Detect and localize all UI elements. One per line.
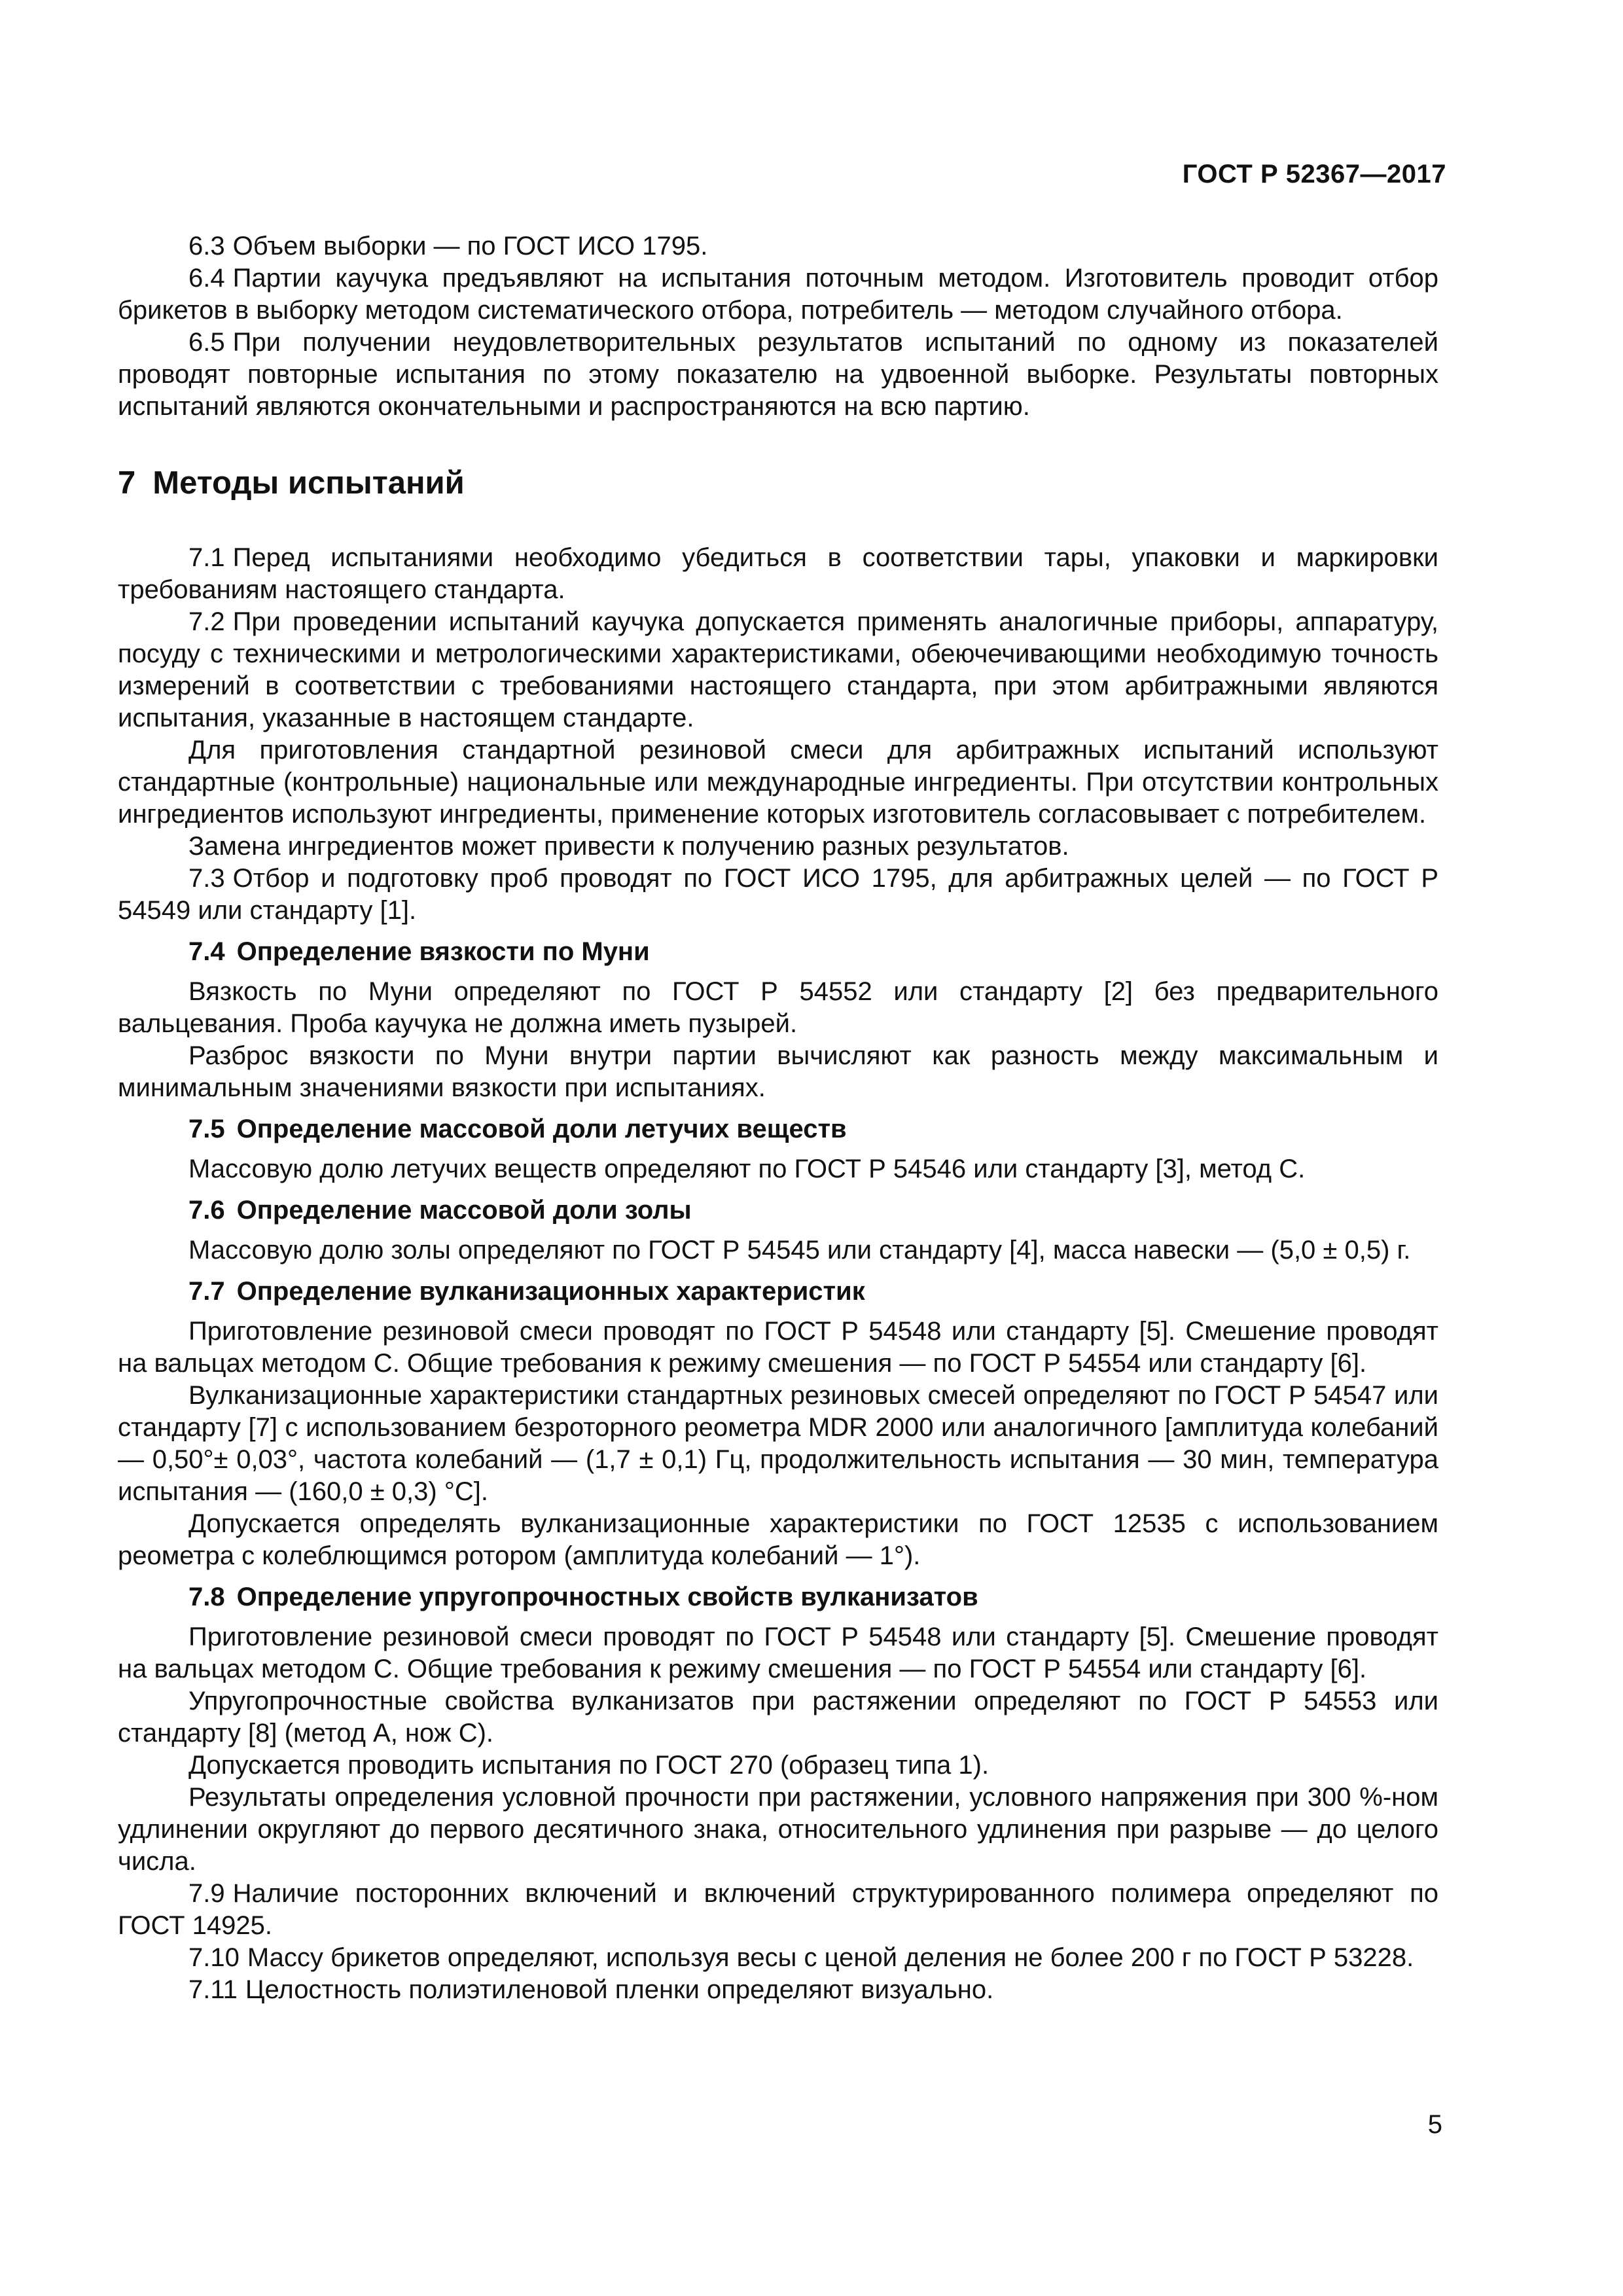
- paragraph-text: Перед испытаниями необходимо убедиться в соответствии тары, упаковки и маркировки требованиям настоящего стандарта.: [118, 543, 1438, 604]
- paragraph-number: 6.5: [188, 328, 225, 357]
- subsection-title: Определение вязкости по Муни: [236, 937, 650, 966]
- subsection-title: Определение упругопрочностных свойств вулканизатов: [236, 1583, 978, 1611]
- subsection-title: Определение массовой доли летучих веществ: [236, 1115, 847, 1143]
- paragraph-7-3: [118, 863, 1438, 927]
- paragraph-7-7-b: Вулканизационные характеристики стандартных резиновых смесей определяют по ГОСТ Р 54547 или стандарту [7] с использованием безроторного реометра MDR 2000 или аналогичного [амплитуда колебаний — 0,50°± 0,03°, частота колебаний — (1,7 ± 0,1) Гц, продолжительность испытания — 30 мин, температура испытания — (160,0 ± 0,3) °С].: [118, 1381, 1438, 1506]
- paragraph-number: 7.2: [188, 607, 225, 636]
- paragraph-6-5: [118, 327, 1438, 423]
- subsection-title: Определение массовой доли золы: [236, 1196, 692, 1225]
- paragraph-7-8-a: Приготовление резиновой смеси проводят по ГОСТ Р 54548 или стандарту [5]. Смешение проводят на вальцах методом С. Общие требования к режиму смешения — по ГОСТ Р 54554 или стандарту [6].: [118, 1623, 1438, 1683]
- page-number: 5: [1427, 2110, 1442, 2139]
- paragraph-7-10: [118, 1942, 1438, 1974]
- section-title: Методы испытаний: [152, 465, 465, 501]
- paragraph-number: 7.10: [188, 1943, 240, 1972]
- paragraph-text: Партии каучука предъявляют на испытания поточным методом. Изготовитель проводит отбор брикетов в выборку методом систематического отбора, потребитель — методом случайного отбора.: [118, 264, 1438, 325]
- paragraph-ingredients: Для приготовления стандартной резиновой смеси для арбитражных испытаний используют стандартные (контрольные) национальные или международные ингредиенты. При отсутствии контрольных ингредиентов используют ингредиенты, применение которых изготовитель согласовывает с потребителем.: [118, 736, 1438, 829]
- paragraph-7-5: Массовую долю летучих веществ определяют по ГОСТ Р 54546 или стандарту [3], метод С.: [188, 1155, 1306, 1183]
- paragraph-number: 7.11: [188, 1975, 238, 2004]
- paragraph-6-4: [118, 262, 1438, 327]
- paragraph-7-6: Массовую долю золы определяют по ГОСТ Р 54545 или стандарту [4], масса навески — (5,0 ± 0,5) г.: [188, 1236, 1411, 1265]
- paragraph-number: 7.9: [188, 1879, 225, 1908]
- paragraph-text: Объем выборки — по ГОСТ ИСО 1795.: [232, 232, 708, 260]
- paragraph-7-9: [118, 1878, 1438, 1942]
- page-body: [118, 230, 1438, 2006]
- paragraph-text: При проведении испытаний каучука допускается применять аналогичные приборы, аппаратуру, посуду с техническими и метрологическими характеристиками, обеючечивающими необходимую точность измерений в соответствии с требованиями настоящего стандарта, при этом арбитражными являются испытания, указанные в настоящем стандарте.: [118, 607, 1438, 732]
- paragraph-7-4-a: Вязкость по Муни определяют по ГОСТ Р 54552 или стандарту [2] без предварительного вальцевания. Проба каучука не должна иметь пузырей.: [118, 977, 1438, 1038]
- subsection-number: 7.6: [188, 1196, 225, 1225]
- paragraph-7-11: [118, 1974, 1438, 2006]
- paragraph-number: 7.3: [188, 864, 225, 893]
- subsection-title: Определение вулканизационных характеристик: [236, 1277, 865, 1306]
- subsection-number: 7.5: [188, 1115, 225, 1143]
- paragraph-number: 6.4: [188, 264, 225, 293]
- section-heading-7: [118, 463, 1438, 503]
- paragraph-7-7-a: Приготовление резиновой смеси проводят по ГОСТ Р 54548 или стандарту [5]. Смешение проводят на вальцах методом С. Общие требования к режиму смешения — по ГОСТ Р 54554 или стандарту [6].: [118, 1317, 1438, 1378]
- paragraph-number: 7.1: [188, 543, 225, 572]
- section-number: 7: [118, 465, 136, 501]
- document-code-header: ГОСТ Р 52367—2017: [1182, 160, 1446, 188]
- paragraph-text: Наличие посторонних включений и включений структурированного полимера определяют по ГОСТ 14925.: [118, 1879, 1438, 1940]
- subsection-heading-7-7: [188, 1276, 1438, 1308]
- subsection-number: 7.7: [188, 1277, 225, 1306]
- paragraph-7-8-b: Упругопрочностные свойства вулканизатов при растяжении определяют по ГОСТ Р 54553 или стандарту [8] (метод А, нож С).: [118, 1687, 1438, 1748]
- subsection-number: 7.4: [188, 937, 225, 966]
- paragraph-text: При получении неудовлетворительных результатов испытаний по одному из показателей проводят повторные испытания по этому показателю на удвоенной выборке. Результаты повторных испытаний являются окончательными и распространяются на всю партию.: [118, 328, 1438, 421]
- paragraph-7-1: [118, 542, 1438, 606]
- paragraph-number: 6.3: [188, 232, 225, 260]
- paragraph-7-8-c: Допускается проводить испытания по ГОСТ 270 (образец типа 1).: [188, 1751, 990, 1780]
- subsection-heading-7-8: [188, 1581, 1438, 1613]
- paragraph-7-2: [118, 606, 1438, 734]
- subsection-heading-7-4: [188, 936, 1438, 968]
- paragraph-7-8-d: Результаты определения условной прочности при растяжении, условного напряжения при 300 %-ном удлинении округляют до первого десятичного знака, относительного удлинения при разрыве — до целого числа.: [118, 1783, 1438, 1876]
- paragraph-7-4-b: Разброс вязкости по Муни внутри партии вычисляют как разность между максимальным и минимальным значениями вязкости при испытаниях.: [118, 1041, 1438, 1102]
- subsection-heading-7-5: [188, 1113, 1438, 1145]
- paragraph-6-3: [118, 230, 1438, 262]
- paragraph-7-7-c: Допускается определять вулканизационные характеристики по ГОСТ 12535 с использованием реометра с колеблющимся ротором (амплитуда колебаний — 1°).: [118, 1509, 1438, 1570]
- subsection-number: 7.8: [188, 1583, 225, 1611]
- paragraph-ingredient-replacement: Замена ингредиентов может привести к получению разных результатов.: [188, 832, 1069, 861]
- paragraph-text: Массу брикетов определяют, используя весы с ценой деления не более 200 г по ГОСТ Р 53228.: [247, 1943, 1414, 1972]
- paragraph-text: Отбор и подготовку проб проводят по ГОСТ ИСО 1795, для арбитражных целей — по ГОСТ Р 54549 или стандарту [1].: [118, 864, 1438, 925]
- subsection-heading-7-6: [188, 1194, 1438, 1227]
- paragraph-text: Целостность полиэтиленовой пленки определяют визуально.: [245, 1975, 994, 2004]
